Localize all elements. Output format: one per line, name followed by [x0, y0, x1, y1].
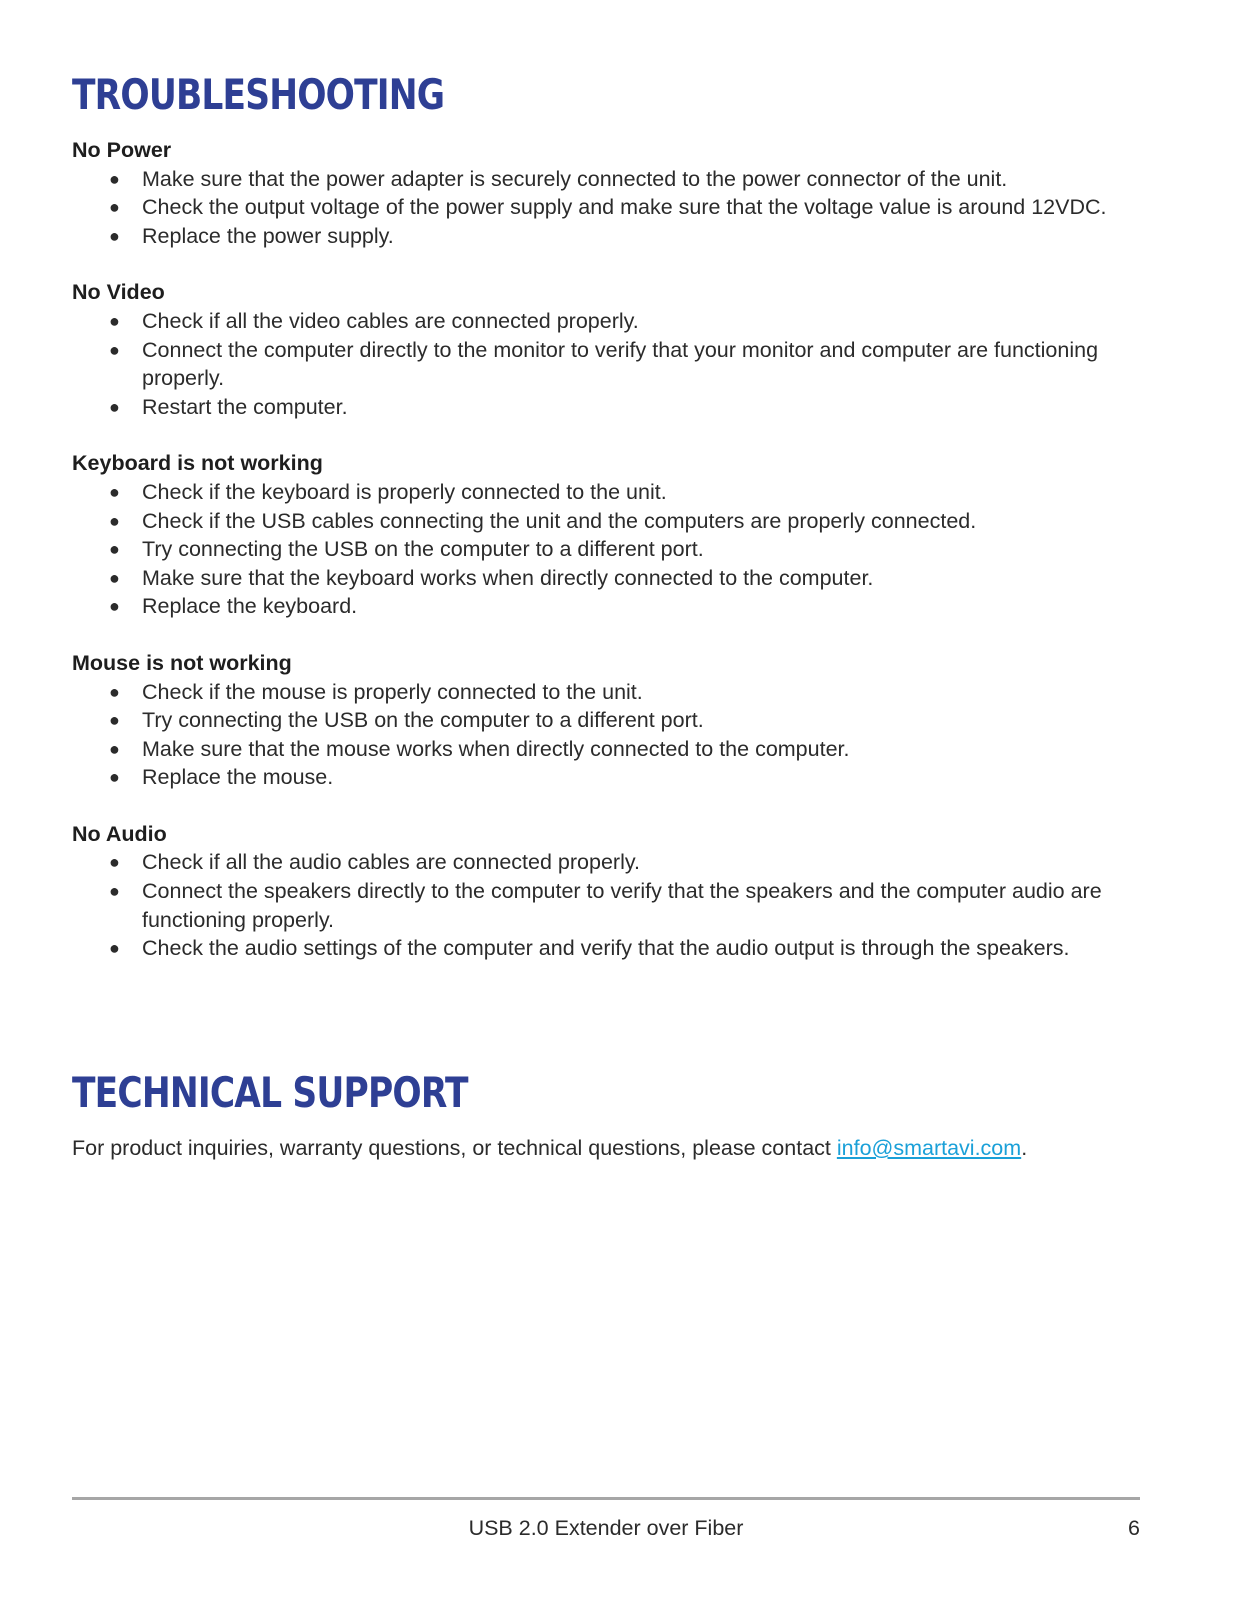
list-item-text: Check the output voltage of the power supply and make sure that the voltage value is around 12VDC.	[142, 195, 1107, 220]
list-item	[109, 592, 1172, 621]
list-item-text: Make sure that the keyboard works when directly connected to the computer.	[142, 565, 874, 590]
list-item	[109, 307, 1172, 336]
troubleshooting-group	[72, 820, 1172, 963]
list-item-text: Check if the USB cables connecting the unit and the computers are properly connected.	[142, 508, 977, 533]
list-item	[109, 336, 1172, 393]
bullet-icon: ●	[109, 510, 120, 531]
list-item-text: Connect the computer directly to the monitor to verify that your monitor and computer are functioning properly.	[142, 337, 1099, 391]
troubleshooting-group	[72, 136, 1172, 250]
group-heading: No Video	[72, 280, 165, 305]
bullet-list	[72, 478, 1172, 621]
bullet-icon: ●	[109, 596, 120, 617]
bullet-icon: ●	[109, 310, 120, 331]
support-trailing: .	[1021, 1136, 1028, 1160]
list-item	[109, 564, 1172, 593]
list-item-text: Try connecting the USB on the computer to a different port.	[142, 708, 704, 733]
group-heading: No Power	[72, 138, 172, 162]
list-item	[109, 934, 1172, 963]
list-item	[109, 877, 1172, 934]
troubleshooting-group	[72, 278, 1172, 421]
bullet-icon: ●	[109, 197, 120, 218]
footer-document-title: USB 2.0 Extender over Fiber	[468, 1516, 744, 1540]
troubleshooting-group	[72, 449, 1172, 621]
list-item-text: Check if all the audio cables are connected properly.	[142, 850, 640, 875]
bullet-icon: ●	[109, 225, 120, 246]
bullet-list	[72, 848, 1172, 962]
support-email-link[interactable]: info@smartavi.com	[836, 1136, 1022, 1160]
bullet-icon: ●	[109, 396, 120, 417]
bullet-icon: ●	[109, 738, 120, 759]
bullet-icon: ●	[109, 481, 120, 502]
troubleshooting-content	[72, 136, 1172, 991]
list-item	[109, 735, 1172, 764]
list-item-text: Make sure that the mouse works when directly connected to the computer.	[142, 736, 850, 761]
list-item	[109, 478, 1172, 507]
list-item-text: Check if all the video cables are connected properly.	[142, 308, 639, 333]
bullet-icon: ●	[109, 710, 120, 731]
list-item	[109, 222, 1172, 251]
list-item	[109, 848, 1172, 877]
bullet-list	[72, 307, 1172, 421]
support-paragraph	[72, 1134, 1027, 1162]
list-item-text: Check the audio settings of the computer and verify that the audio output is through the speakers.	[142, 936, 1070, 961]
bullet-icon: ●	[109, 881, 120, 902]
footer-page-number: 6	[1128, 1516, 1140, 1540]
bullet-icon: ●	[109, 852, 120, 873]
bullet-icon: ●	[109, 938, 120, 959]
list-item	[109, 763, 1172, 792]
list-item	[109, 706, 1172, 735]
list-item	[109, 393, 1172, 422]
bullet-icon: ●	[109, 539, 120, 560]
bullet-icon: ●	[109, 767, 120, 788]
group-heading: Keyboard is not working	[72, 451, 323, 476]
bullet-icon: ●	[109, 339, 120, 360]
footer-divider	[72, 1497, 1140, 1500]
list-item-text: Replace the mouse.	[142, 765, 334, 790]
list-item-text: Make sure that the power adapter is securely connected to the power connector of the unit.	[142, 166, 1008, 191]
list-item-text: Check if the keyboard is properly connected to the unit.	[142, 479, 667, 504]
troubleshooting-group	[72, 649, 1172, 792]
list-item-text: Try connecting the USB on the computer to a different port.	[142, 537, 704, 562]
technical-support-title: TECHNICAL SUPPORT	[72, 1068, 468, 1117]
troubleshooting-title: TROUBLESHOOTING	[72, 70, 445, 119]
bullet-icon: ●	[109, 681, 120, 702]
support-text: For product inquiries, warranty questions, or technical questions, please contact	[72, 1136, 837, 1160]
list-item	[109, 507, 1172, 536]
list-item	[109, 535, 1172, 564]
bullet-icon: ●	[109, 168, 120, 189]
list-item-text: Restart the computer.	[142, 394, 348, 419]
bullet-list	[72, 165, 1172, 251]
list-item-text: Replace the keyboard.	[142, 594, 358, 619]
list-item-text: Connect the speakers directly to the computer to verify that the speakers and the computer audio are functioning properly.	[142, 879, 1102, 932]
group-heading: No Audio	[72, 821, 167, 846]
list-item	[109, 193, 1172, 222]
group-heading: Mouse is not working	[72, 650, 292, 675]
list-item-text: Check if the mouse is properly connected to the unit.	[142, 679, 643, 704]
bullet-list	[72, 678, 1172, 792]
bullet-icon: ●	[109, 567, 120, 588]
list-item	[109, 165, 1172, 194]
list-item-text: Replace the power supply.	[142, 223, 394, 248]
list-item	[109, 678, 1172, 707]
